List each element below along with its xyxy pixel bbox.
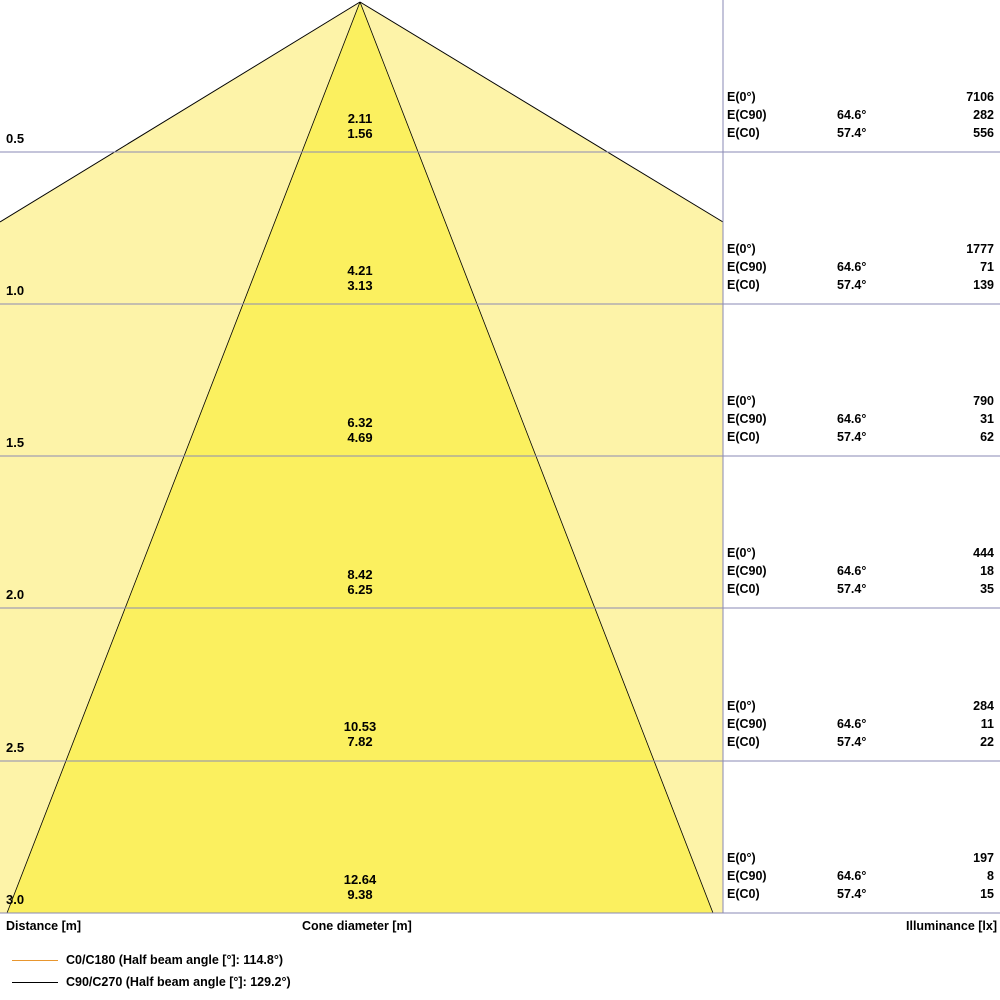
illuminance-block-2 (727, 392, 997, 446)
illuminance-angle-e90-0: 64.6° (837, 108, 867, 122)
cone-diameter-c0-1: 4.21 (347, 263, 373, 278)
axis-label-illuminance: Illuminance [lx] (906, 919, 997, 933)
illuminance-angle-ec0-1: 57.4° (837, 278, 867, 292)
distance-label-4: 2.5 (6, 740, 25, 755)
illuminance-label-ec0-0: E(C0) (727, 126, 760, 140)
cone-diameter-c90-5: 9.38 (347, 887, 373, 902)
axis-label-distance: Distance [m] (6, 919, 82, 933)
illuminance-value-e0-2: 790 (973, 394, 994, 408)
illuminance-value-e90-1: 71 (980, 260, 994, 274)
illuminance-angle-ec0-0: 57.4° (837, 126, 867, 140)
distance-label-2: 1.5 (6, 435, 25, 450)
illuminance-angle-ec0-4: 57.4° (837, 735, 867, 749)
illuminance-label-e90-5: E(C90) (727, 869, 767, 883)
illuminance-row-e0-3 (727, 544, 997, 562)
illuminance-value-e90-0: 282 (973, 108, 994, 122)
illuminance-label-e90-3: E(C90) (727, 564, 767, 578)
illuminance-block-5 (727, 849, 997, 903)
distance-label-5: 3.0 (6, 892, 25, 907)
illuminance-angle-e90-3: 64.6° (837, 564, 867, 578)
illuminance-label-e0-2: E(0°) (727, 394, 756, 408)
illuminance-label-e0-3: E(0°) (727, 546, 756, 560)
illuminance-value-e90-2: 31 (980, 412, 994, 426)
illuminance-label-e90-4: E(C90) (727, 717, 767, 731)
illuminance-label-e90-0: E(C90) (727, 108, 767, 122)
legend-swatch-c90-icon (12, 982, 58, 983)
cone-diameter-c90-3: 6.25 (347, 582, 373, 597)
illuminance-value-e90-4: 11 (980, 717, 994, 731)
cone-diameter-c0-4: 10.53 (343, 719, 377, 734)
illuminance-label-ec0-5: E(C0) (727, 887, 760, 901)
cone-diameter-group-5 (300, 872, 420, 902)
illuminance-row-e90-4 (727, 715, 997, 733)
illuminance-label-ec0-3: E(C0) (727, 582, 760, 596)
legend-swatch-c0-icon (12, 960, 58, 961)
illuminance-block-4 (727, 697, 997, 751)
illuminance-row-ec0-1 (727, 276, 997, 294)
cone-diameter-group-2 (300, 415, 420, 445)
illuminance-label-ec0-2: E(C0) (727, 430, 760, 444)
illuminance-label-e0-5: E(0°) (727, 851, 756, 865)
illuminance-row-e90-0 (727, 106, 997, 124)
illuminance-value-e0-4: 284 (973, 699, 994, 713)
illuminance-value-ec0-0: 556 (973, 126, 994, 140)
illuminance-row-e90-5 (727, 867, 997, 885)
distance-label-0: 0.5 (6, 131, 25, 146)
cone-diameter-c0-2: 6.32 (347, 415, 373, 430)
legend-item-c0 (0, 950, 1000, 972)
illuminance-label-e0-0: E(0°) (727, 90, 756, 104)
illuminance-label-e0-4: E(0°) (727, 699, 756, 713)
illuminance-value-e0-0: 7106 (966, 90, 994, 104)
illuminance-row-e90-3 (727, 562, 997, 580)
illuminance-row-ec0-4 (727, 733, 997, 751)
illuminance-row-e0-1 (727, 240, 997, 258)
legend (0, 950, 1000, 994)
illuminance-row-e0-5 (727, 849, 997, 867)
illuminance-angle-ec0-2: 57.4° (837, 430, 867, 444)
illuminance-label-e90-2: E(C90) (727, 412, 767, 426)
illuminance-angle-ec0-3: 57.4° (837, 582, 867, 596)
distance-label-1: 1.0 (6, 283, 25, 298)
illuminance-value-ec0-3: 35 (980, 582, 994, 596)
axis-label-cone-diameter: Cone diameter [m] (302, 919, 412, 933)
illuminance-angle-e90-2: 64.6° (837, 412, 867, 426)
illuminance-row-ec0-0 (727, 124, 997, 142)
illuminance-angle-e90-5: 64.6° (837, 869, 867, 883)
illuminance-value-e0-1: 1777 (966, 242, 994, 256)
legend-item-c90 (0, 972, 1000, 994)
illuminance-row-ec0-5 (727, 885, 997, 903)
illuminance-angle-e90-4: 64.6° (837, 717, 867, 731)
illuminance-angle-e90-1: 64.6° (837, 260, 867, 274)
cone-diameter-c0-3: 8.42 (347, 567, 373, 582)
cone-diameter-c90-1: 3.13 (347, 278, 373, 293)
illuminance-value-ec0-2: 62 (980, 430, 994, 444)
illuminance-label-ec0-4: E(C0) (727, 735, 760, 749)
illuminance-row-e0-4 (727, 697, 997, 715)
illuminance-label-e0-1: E(0°) (727, 242, 756, 256)
cone-diameter-c0-5: 12.64 (343, 872, 377, 887)
illuminance-value-ec0-5: 15 (980, 887, 994, 901)
illuminance-label-ec0-1: E(C0) (727, 278, 760, 292)
illuminance-block-1 (727, 240, 997, 294)
illuminance-value-e90-3: 18 (980, 564, 994, 578)
cone-diameter-group-1 (300, 263, 420, 293)
legend-label-c0: C0/C180 (Half beam angle [°]: 114.8°) (66, 953, 284, 967)
illuminance-row-ec0-3 (727, 580, 997, 598)
illuminance-value-e0-5: 197 (973, 851, 994, 865)
illuminance-label-e90-1: E(C90) (727, 260, 767, 274)
legend-label-c90: C90/C270 (Half beam angle [°]: 129.2°) (66, 975, 291, 989)
illuminance-value-ec0-4: 22 (980, 735, 994, 749)
illuminance-row-e90-2 (727, 410, 997, 428)
cone-diameter-c0-0: 2.11 (347, 111, 373, 126)
illuminance-row-ec0-2 (727, 428, 997, 446)
cone-diameter-c90-0: 1.56 (347, 126, 373, 141)
illuminance-block-0 (727, 88, 997, 142)
cone-diameter-group-0 (300, 111, 420, 141)
illuminance-row-e0-2 (727, 392, 997, 410)
illuminance-angle-ec0-5: 57.4° (837, 887, 867, 901)
cone-diameter-group-3 (300, 567, 420, 597)
illuminance-row-e90-1 (727, 258, 997, 276)
illuminance-block-3 (727, 544, 997, 598)
cone-diameter-c90-2: 4.69 (347, 430, 373, 445)
illuminance-value-ec0-1: 139 (973, 278, 994, 292)
cone-diameter-c90-4: 7.82 (347, 734, 373, 749)
illuminance-value-e90-5: 8 (987, 869, 994, 883)
illuminance-row-e0-0 (727, 88, 997, 106)
distance-label-3: 2.0 (6, 587, 25, 602)
illuminance-value-e0-3: 444 (973, 546, 994, 560)
cone-diameter-group-4 (300, 719, 420, 749)
